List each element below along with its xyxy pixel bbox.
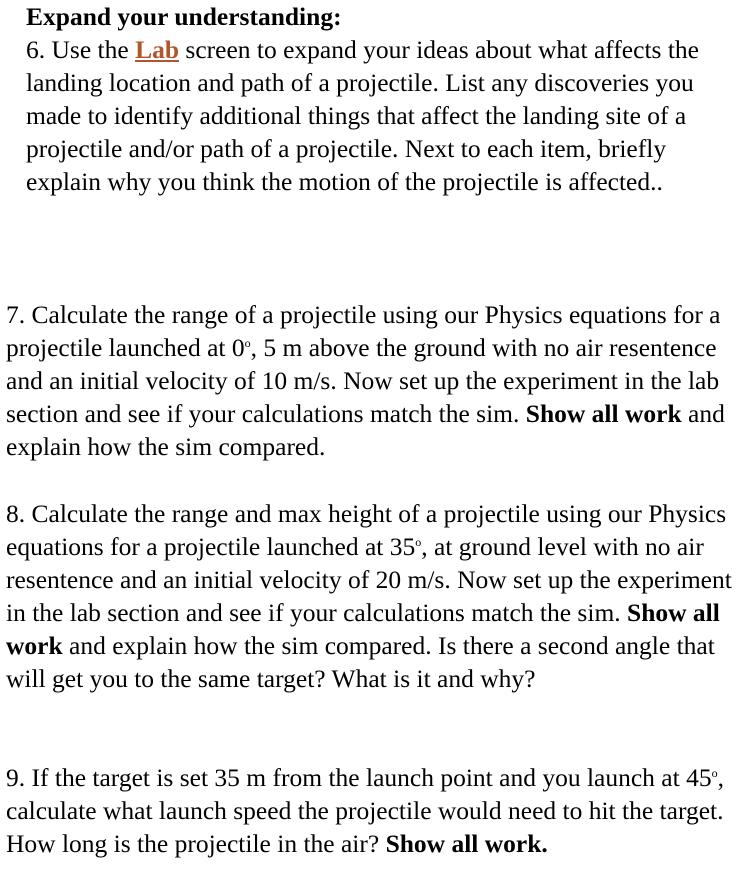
- degree-symbol: o: [244, 336, 251, 350]
- question-9: [6, 761, 741, 860]
- show-all-work-emphasis: Show all work: [525, 399, 682, 428]
- degree-symbol: o: [415, 535, 422, 549]
- question-8-part3: and explain how the sim compared. Is there a second angle that will get you to the same target? What is it and why?: [6, 631, 715, 693]
- question-8-text: [6, 497, 741, 695]
- show-all-work-emphasis: Show all work.: [385, 829, 548, 858]
- question-8: [6, 497, 741, 695]
- question-9-text: [6, 761, 741, 860]
- degree-symbol: o: [711, 766, 718, 780]
- question-7: [6, 298, 743, 463]
- question-8-part2: , at ground level with no air resentence and an initial velocity of 20 m/s. Now set up the experiment in the lab section and see if your calculations match the sim.: [6, 532, 732, 627]
- question-7-part2: , 5 m above the ground with no air resentence and an initial velocity of 10 m/s. Now set up the experiment in the lab section and see if your calculations match the sim.: [6, 333, 720, 428]
- section-heading: Expand your understanding:: [26, 2, 342, 31]
- question-9-part2: , calculate what launch speed the projectile would need to hit the target. How long is the projectile in the air?: [6, 763, 724, 858]
- show-all-work-emphasis: Show all work: [6, 598, 720, 660]
- lab-link[interactable]: Lab: [135, 35, 180, 64]
- question-9-part1: 9. If the target is set 35 m from the launch point and you launch at 45: [6, 763, 712, 792]
- question-8-part1: 8. Calculate the range and max height of a projectile using our Physics equations for a projectile launched at 35: [6, 499, 727, 561]
- question-6: [26, 33, 741, 198]
- question-7-part1: 7. Calculate the range of a projectile using our Physics equations for a projectile launched at 0: [6, 300, 721, 362]
- question-7-text: [6, 298, 743, 463]
- question-7-part3: and explain how the sim compared.: [6, 399, 725, 461]
- question-6-text: [26, 33, 741, 198]
- question-6-prefix: 6. Use the: [26, 35, 136, 64]
- question-6-body: screen to expand your ideas about what affects the landing location and path of a projectile. List any discoveries you made to identify additional things that affect the landing site of a projectile and/or path of a projectile. Next to each item, briefly explain why you think the motion of the projectile is affected..: [26, 35, 699, 196]
